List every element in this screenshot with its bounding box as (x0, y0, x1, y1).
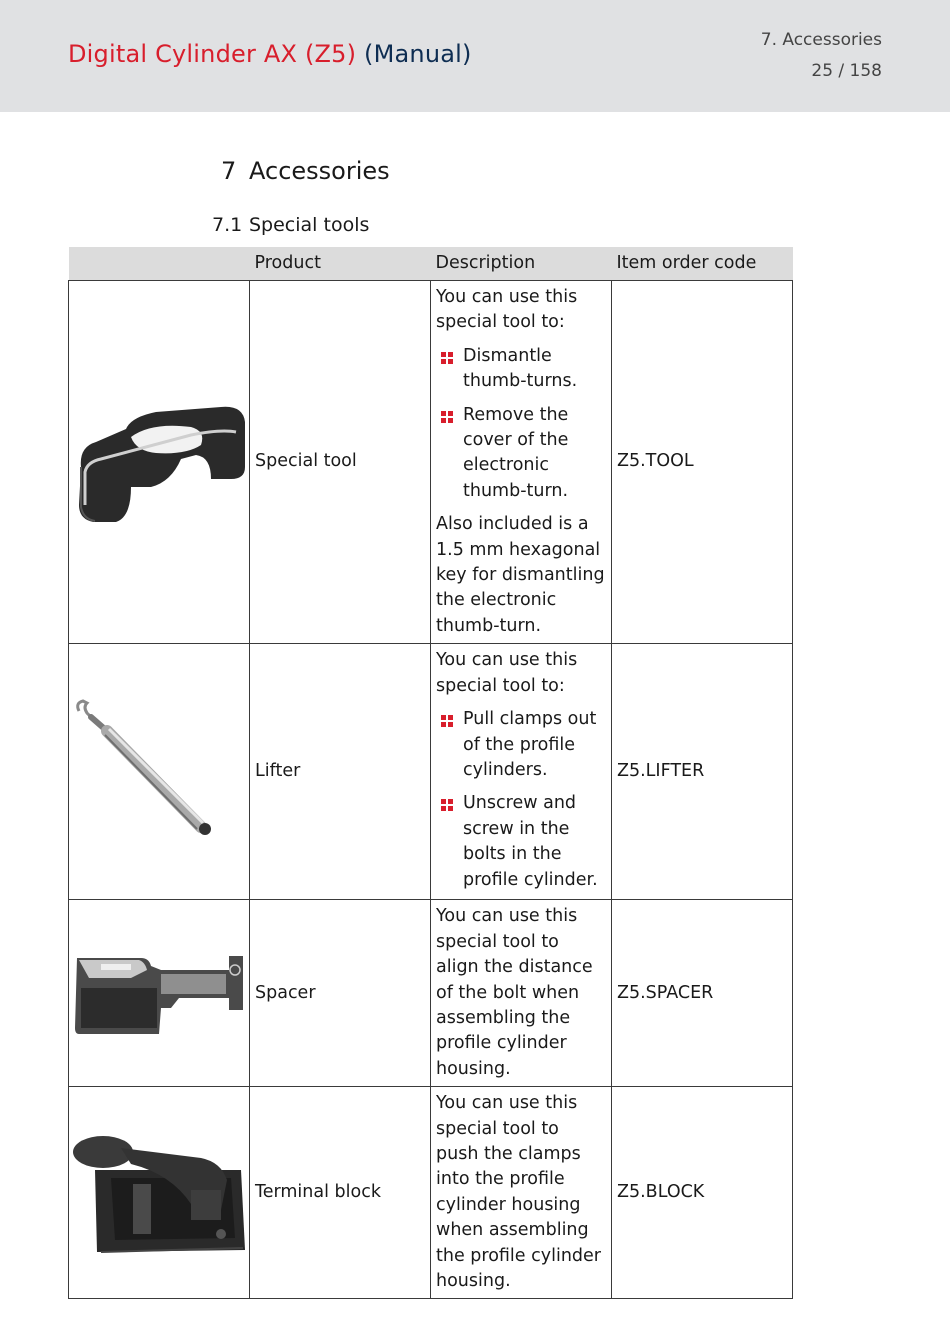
product-image-cell (69, 644, 250, 900)
list-item (436, 707, 606, 783)
bullet-icon (441, 715, 453, 727)
document-title (68, 40, 472, 68)
product-description (431, 281, 612, 644)
page-header (0, 0, 950, 112)
header-image-cell (69, 247, 250, 281)
product-image-cell (69, 1087, 250, 1299)
product-name: Lifter (250, 644, 431, 900)
product-description (431, 900, 612, 1087)
section-heading (212, 214, 369, 236)
order-code: Z5.SPACER (612, 900, 793, 1087)
special-tool-image (71, 387, 247, 537)
table-row (69, 900, 793, 1087)
header-order-code: Item order code (612, 247, 793, 281)
lifter-image (71, 697, 247, 847)
order-code: Z5.LIFTER (612, 644, 793, 900)
table-row (69, 281, 793, 644)
bullet-icon (441, 411, 453, 423)
list-item-text: Pull clamps out of the profile cylinders. (463, 709, 597, 780)
description-intro: You can use this special tool to align the distance of the bolt when assembling the profile cylinder housing. (436, 906, 593, 1079)
order-code: Z5.BLOCK (612, 1087, 793, 1299)
header-page-number: 25 / 158 (811, 61, 882, 81)
description-intro: You can use this special tool to push the clamps into the profile cylinder housing when assembling the profile cylinder housing. (436, 1093, 601, 1291)
order-code: Z5.TOOL (612, 281, 793, 644)
document-title-product: Digital Cylinder AX (Z5) (68, 40, 357, 68)
table-header-row (69, 247, 793, 281)
list-item (436, 403, 606, 505)
list-item (436, 344, 606, 395)
header-product: Product (250, 247, 431, 281)
description-list (436, 344, 606, 504)
product-image-cell (69, 281, 250, 644)
bullet-icon (441, 352, 453, 364)
description-outro: Also included is a 1.5 mm hexagonal key for dismantling the electronic thumb-turn. (436, 514, 605, 636)
header-description: Description (431, 247, 612, 281)
description-intro: You can use this special tool to: (436, 650, 578, 696)
list-item (436, 791, 606, 893)
product-description (431, 644, 612, 900)
list-item-text: Unscrew and screw in the bolts in the profile cylinder. (463, 793, 598, 890)
description-intro: You can use this special tool to: (436, 287, 578, 333)
section-number: 7.1 (212, 214, 243, 236)
description-list (436, 707, 606, 893)
chapter-title: Accessories (249, 157, 390, 185)
product-name: Special tool (250, 281, 431, 644)
document-title-type: (Manual) (364, 40, 472, 68)
table-row (69, 1087, 793, 1299)
list-item-text: Dismantle thumb-turns. (463, 345, 578, 392)
product-name: Terminal block (250, 1087, 431, 1299)
terminal-block-image (71, 1130, 247, 1256)
chapter-heading (221, 157, 390, 185)
product-image-cell (69, 900, 250, 1087)
header-section-name: 7. Accessories (760, 30, 882, 50)
chapter-number: 7 (221, 157, 237, 185)
product-name: Spacer (250, 900, 431, 1087)
section-title: Special tools (249, 214, 370, 236)
spacer-image (71, 948, 247, 1038)
product-description (431, 1087, 612, 1299)
list-item-text: Remove the cover of the electronic thumb-turn. (463, 404, 569, 501)
table-row (69, 644, 793, 900)
bullet-icon (441, 799, 453, 811)
special-tools-table (68, 247, 793, 1299)
